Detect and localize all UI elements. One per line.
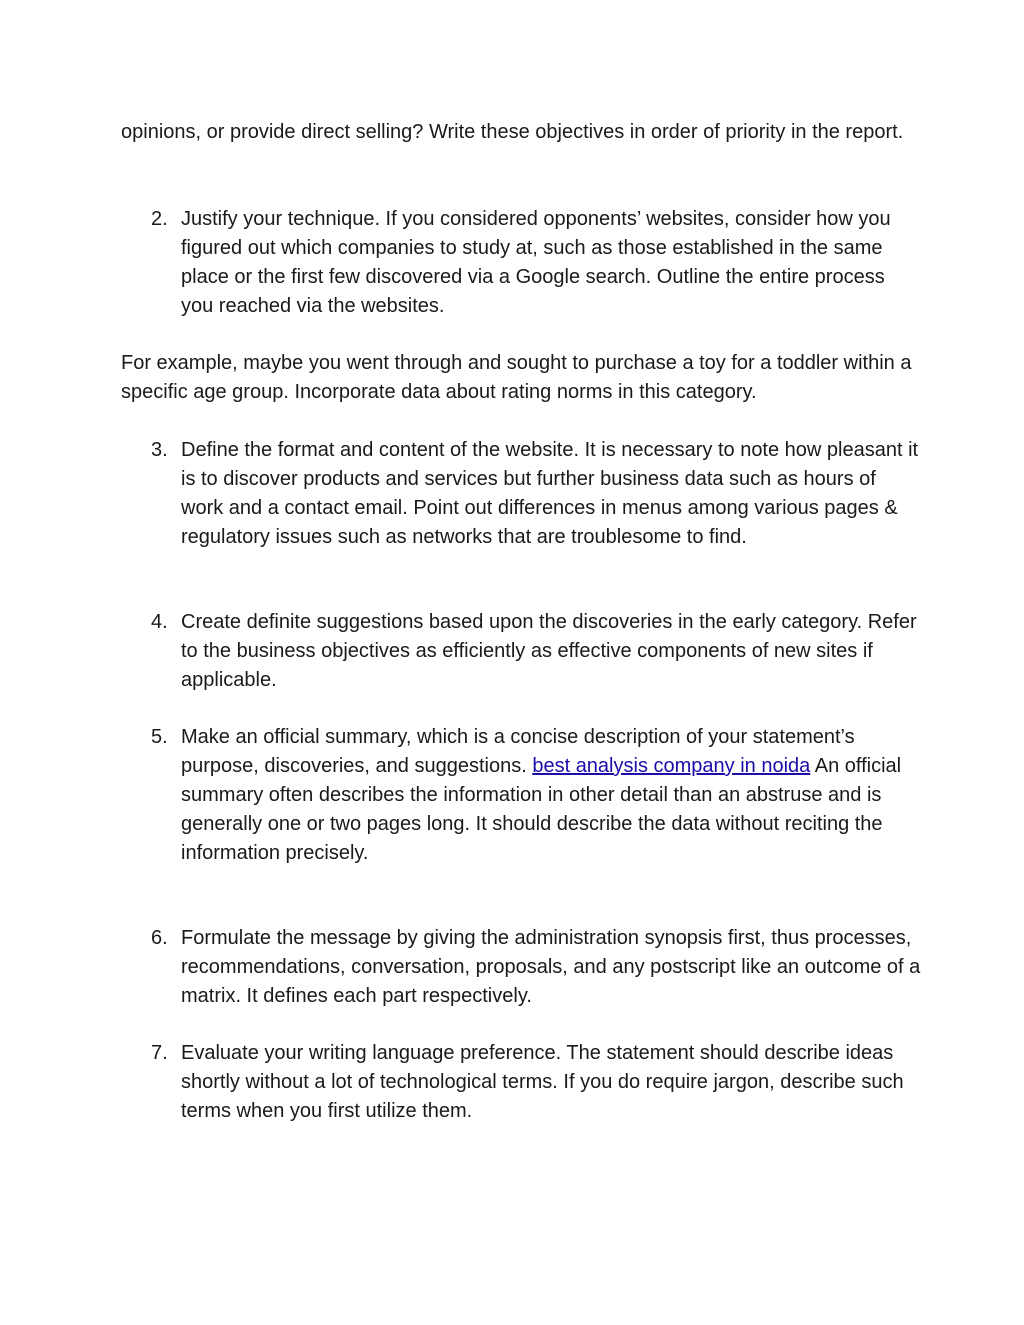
- item5-text-after: An official summary often describes the information in other detail than an abstruse and is generally one or two pages long. It should describe the data without reciting the information precisely.: [181, 755, 902, 864]
- list-item-text: Create definite suggestions based upon the discoveries in the early category. Refer to the business objectives as efficiently as effective components of new sites if applicable.: [181, 611, 917, 691]
- list-item-text: Justify your technique. If you considered opponents’ websites, consider how you figured out which companies to study at, such as those established in the same place or the first few discovered via a Google search. Outline the entire process you reached via the websites.: [181, 208, 891, 317]
- list-item-text: [181, 723, 921, 868]
- list-number: 2.: [151, 208, 168, 230]
- analysis-company-link[interactable]: best analysis company in noida: [532, 755, 811, 777]
- list-item-text: Evaluate your writing language preference. The statement should describe ideas shortly without a lot of technological terms. If you do require jargon, describe such terms when you first utilize them.: [181, 1042, 904, 1122]
- list-number: 7.: [151, 1042, 168, 1064]
- item5-text-before: Make an official summary, which is a concise description of your statement’s purpose, discoveries, and suggestions.: [181, 726, 855, 777]
- list-number: 4.: [151, 611, 168, 633]
- list-number: 3.: [151, 439, 168, 461]
- list-item-text: Formulate the message by giving the administration synopsis first, thus processes, recommendations, conversation, proposals, and any postscript like an outcome of a matrix. It defines each part respectively.: [181, 927, 921, 1007]
- example-paragraph: For example, maybe you went through and sought to purchase a toy for a toddler within a specific age group. Incorporate data about rating norms in this category.: [121, 352, 912, 403]
- list-number: 6.: [151, 927, 168, 949]
- intro-paragraph: opinions, or provide direct selling? Write these objectives in order of priority in the report.: [121, 121, 904, 143]
- list-number: 5.: [151, 726, 168, 748]
- list-item-text: Define the format and content of the website. It is necessary to note how pleasant it is to discover products and services but further business data such as hours of work and a contact email. Point out differences in menus among various pages & regulatory issues such as networks that are troublesome to find.: [181, 439, 919, 548]
